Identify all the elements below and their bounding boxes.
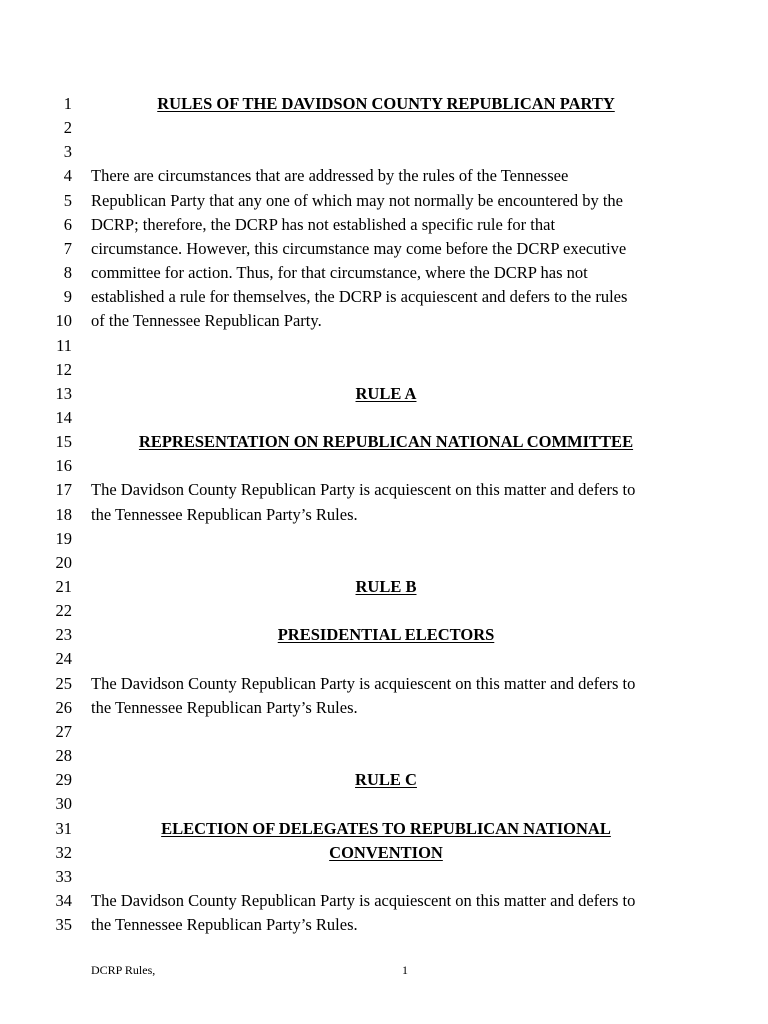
- document-line: [0, 454, 768, 478]
- section-heading: RULE B: [355, 577, 417, 596]
- section-heading: ELECTION OF DELEGATES TO REPUBLICAN NATIONAL: [161, 818, 611, 838]
- line-number: 13: [55, 383, 72, 403]
- line-number: 31: [55, 818, 72, 838]
- document-line: [0, 647, 768, 671]
- body-text: The Davidson County Republican Party is acquiescent on this matter and defers to: [91, 890, 636, 910]
- section-heading: RULE C: [355, 770, 417, 790]
- document-line: [0, 889, 768, 913]
- document-line: [0, 817, 768, 841]
- body-text: established a rule for themselves, the DCRP is acquiescent and defers to the rules: [91, 287, 628, 307]
- line-number: 7: [63, 238, 72, 258]
- document-line: [0, 309, 768, 333]
- line-number: 32: [55, 842, 72, 862]
- document-line: [0, 551, 768, 575]
- line-number: 30: [55, 794, 72, 814]
- line-number: 27: [55, 721, 72, 741]
- document-line: [0, 720, 768, 744]
- line-number: 1: [63, 94, 72, 113]
- body-text: The Davidson County Republican Party is acquiescent on this matter and defers to: [91, 480, 636, 500]
- document-line: [0, 527, 768, 551]
- line-number: 25: [55, 673, 72, 693]
- document-line: [0, 358, 768, 382]
- body-text: the Tennessee Republican Party’s Rules.: [91, 504, 358, 524]
- line-number: 33: [55, 866, 72, 886]
- document-line: [0, 768, 768, 792]
- line-number: 17: [55, 480, 72, 500]
- line-number: 22: [55, 601, 72, 621]
- body-text: the Tennessee Republican Party’s Rules.: [91, 915, 358, 935]
- line-number: 6: [63, 214, 72, 234]
- document-line: [0, 213, 768, 237]
- document-line: [0, 189, 768, 213]
- line-number: 3: [63, 142, 72, 162]
- document-line: [0, 334, 768, 358]
- body-text: of the Tennessee Republican Party.: [91, 311, 322, 331]
- footer-page-number: 1: [402, 963, 408, 977]
- line-number: 14: [55, 407, 72, 427]
- body-text: circumstance. However, this circumstance may come before the DCRP executive: [91, 238, 627, 258]
- line-number: 5: [63, 190, 72, 210]
- document-line: [0, 623, 768, 647]
- body-text: Republican Party that any one of which may not normally be encountered by the: [91, 190, 623, 210]
- document-line: [0, 116, 768, 140]
- footer-label: DCRP Rules,: [91, 963, 156, 977]
- line-number: 2: [63, 118, 72, 138]
- line-number: 24: [55, 649, 72, 669]
- body-text: committee for action. Thus, for that circumstance, where the DCRP has not: [91, 263, 588, 283]
- document-line: [0, 92, 768, 116]
- line-number: 20: [55, 552, 72, 572]
- document-line: [0, 478, 768, 502]
- document-line: [0, 164, 768, 188]
- line-number: 19: [55, 528, 72, 548]
- line-number: 29: [55, 770, 72, 790]
- section-heading: RULES OF THE DAVIDSON COUNTY REPUBLICAN PARTY: [157, 94, 615, 113]
- document-line: [0, 696, 768, 720]
- line-number: 8: [63, 263, 72, 283]
- document-line: [0, 913, 768, 937]
- document-line: [0, 430, 768, 454]
- body-text: DCRP; therefore, the DCRP has not established a specific rule for that: [91, 214, 556, 234]
- line-number: 28: [55, 746, 72, 766]
- document-line: [0, 841, 768, 865]
- line-number: 9: [63, 287, 72, 307]
- section-heading: REPRESENTATION ON REPUBLICAN NATIONAL COMMITTEE: [138, 432, 634, 452]
- line-number: 34: [55, 890, 72, 910]
- line-number: 16: [55, 456, 72, 476]
- line-number: 15: [55, 432, 72, 452]
- document-line: [0, 575, 768, 599]
- line-number: 23: [55, 625, 72, 645]
- document-line: [0, 406, 768, 430]
- line-number: 10: [55, 311, 72, 331]
- document-line: [0, 261, 768, 285]
- section-heading: RULE A: [355, 383, 417, 403]
- document-line: [0, 792, 768, 816]
- document-line: [0, 865, 768, 889]
- line-number: 11: [56, 335, 72, 355]
- section-heading: PRESIDENTIAL ELECTORS: [277, 625, 495, 645]
- line-number: 18: [55, 504, 72, 524]
- document-line: [0, 285, 768, 309]
- document-line: [0, 744, 768, 768]
- line-number: 21: [55, 577, 72, 596]
- line-number: 4: [63, 166, 72, 186]
- line-number: 26: [55, 697, 72, 717]
- body-text: There are circumstances that are addressed by the rules of the Tennessee: [91, 166, 569, 186]
- document-line: [0, 672, 768, 696]
- section-heading: CONVENTION: [329, 842, 443, 862]
- document-line: [0, 237, 768, 261]
- line-number: 35: [55, 915, 72, 935]
- document-line: [0, 382, 768, 406]
- document-line: [0, 599, 768, 623]
- line-number: 12: [55, 359, 72, 379]
- body-text: The Davidson County Republican Party is acquiescent on this matter and defers to: [91, 673, 636, 693]
- body-text: the Tennessee Republican Party’s Rules.: [91, 697, 358, 717]
- document-line: [0, 140, 768, 164]
- document-line: [0, 503, 768, 527]
